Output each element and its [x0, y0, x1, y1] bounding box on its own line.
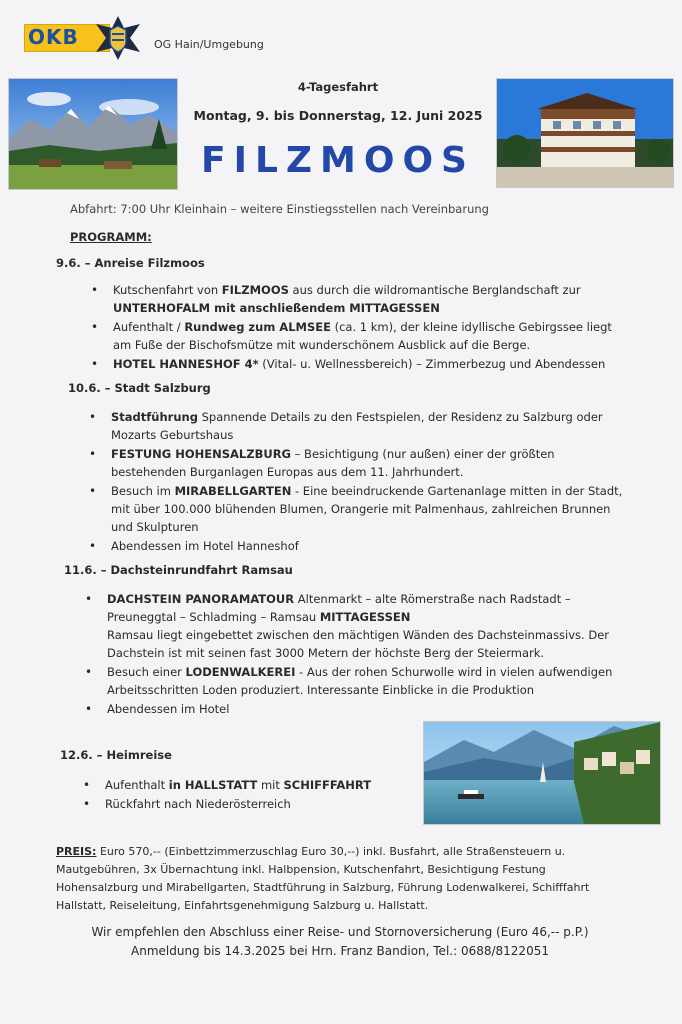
program-item-highlight: MITTAGESSEN	[319, 610, 411, 624]
program-item-highlight: FESTUNG HOHENSALZBURG	[111, 447, 291, 461]
hotel-photo	[496, 78, 674, 188]
day-heading: 11.6. – Dachsteinrundfahrt Ramsau	[64, 563, 293, 577]
program-item-highlight: FILZMOOS	[221, 283, 289, 297]
registration-info: Anmeldung bis 14.3.2025 bei Hrn. Franz Bandion, Tel.: 0688/8122051	[131, 944, 549, 958]
program-item-highlight: Rundweg zum ALMSEE	[184, 320, 331, 334]
day-item-list	[105, 776, 415, 813]
program-item-text: Aufenthalt	[105, 778, 169, 792]
program-item-text: Aufenthalt /	[113, 320, 185, 334]
mountain-photo	[8, 78, 178, 190]
program-item-text: Kutschenfahrt von	[113, 283, 222, 297]
program-item	[107, 663, 627, 699]
program-item-text: Abendessen im Hotel Hanneshof	[111, 539, 299, 553]
program-item-text: - Eine beeindruckende Gartenanlage mitten in der Stadt, mit über 100.000 blühenden Blumen, Orangerie mit Palmenhaus, zahlreichen Brunnen und Skulpturen	[111, 484, 623, 534]
price-section	[56, 843, 616, 915]
hallstatt-photo	[423, 721, 661, 825]
program-item-text: (Vital- u. Wellnessbereich) – Zimmerbezug und Abendessen	[258, 357, 606, 371]
program-item-text: Rückfahrt nach Niederösterreich	[105, 797, 291, 811]
day-heading: 10.6. – Stadt Salzburg	[68, 381, 211, 395]
program-item-text: mit	[257, 778, 284, 792]
insurance-note: Wir empfehlen den Abschluss einer Reise- und Stornoversicherung (Euro 46,-- p.P.)	[91, 925, 589, 939]
program-item	[113, 281, 633, 317]
program-item	[111, 482, 631, 536]
program-item-text: (ca. 1 km), der kleine idyllische Gebirgssee liegt am Fuße der Bischofsmütze mit wunderschönem Ausblick auf die Berge.	[113, 320, 612, 352]
program-item-highlight: DACHSTEIN PANORAMATOUR	[107, 592, 295, 606]
program-item	[111, 445, 631, 481]
program-item-text: Besuch im	[111, 484, 175, 498]
program-item-text: Altenmarkt – alte Römerstraße nach Radstadt – Preuneggtal – Schladming – Ramsau	[107, 592, 571, 624]
okb-logo	[24, 14, 142, 62]
program-item	[105, 795, 415, 813]
day-heading: 12.6. – Heimreise	[60, 748, 172, 762]
day-item-list	[107, 590, 627, 718]
program-item-text: Besuch einer	[107, 665, 186, 679]
program-item-text: Spannende Details zu den Festspielen, der Residenz zu Salzburg oder Mozarts Geburtshaus	[111, 410, 603, 442]
program-item	[113, 355, 633, 373]
program-item	[107, 590, 627, 662]
program-item	[111, 408, 631, 444]
day-item-list	[111, 408, 631, 555]
org-name: OG Hain/Umgebung	[154, 38, 264, 51]
price-label: PREIS:	[56, 845, 97, 858]
program-item-highlight: LODENWALKEREI	[185, 665, 296, 679]
program-heading: PROGRAMM:	[70, 230, 152, 244]
program-item-text: – Besichtigung (nur außen) einer der größten bestehenden Burganlagen Europas aus dem 11. Jahrhundert.	[111, 447, 555, 479]
program-item-highlight: Stadtführung	[111, 410, 198, 424]
program-item-text: - Aus der rohen Schurwolle wird in vielen aufwendigen Arbeitsschritten Loden produziert. Interessante Einblicke in die Produktion	[107, 665, 613, 697]
program-item-text: Abendessen im Hotel	[107, 702, 230, 716]
departure-info: Abfahrt: 7:00 Uhr Kleinhain – weitere Einstiegsstellen nach Vereinbarung	[70, 202, 489, 216]
trip-type: 4-Tagesfahrt	[297, 80, 379, 94]
program-item-text: aus durch die wildromantische Berglandschaft zur	[288, 283, 581, 297]
cross-emblem-icon	[94, 14, 142, 62]
program-item-text: Ramsau liegt eingebettet zwischen den mächtigen Wänden des Dachsteinmassivs. Der Dachstein ist mit seinen fast 3000 Metern der höchste Berg der Steiermark.	[107, 628, 610, 660]
trip-dates: Montag, 9. bis Donnerstag, 12. Juni 2025	[193, 108, 483, 123]
program-item-highlight: SCHIFFFAHRT	[283, 778, 372, 792]
logo-text: OKB	[28, 25, 79, 49]
program-item	[113, 318, 633, 354]
program-item-highlight: MIRABELLGARTEN	[174, 484, 292, 498]
day-item-list	[113, 281, 633, 373]
program-item-highlight: in HALLSTATT	[168, 778, 258, 792]
destination-title: FILZMOOS	[201, 140, 475, 181]
day-heading: 9.6. – Anreise Filzmoos	[56, 256, 205, 270]
program-item	[107, 700, 627, 718]
program-item	[111, 537, 631, 555]
program-item	[105, 776, 415, 794]
program-item-highlight: HOTEL HANNESHOF 4*	[113, 357, 259, 371]
price-text: Euro 570,-- (Einbettzimmerzuschlag Euro 30,--) inkl. Busfahrt, alle Straßensteuern u. Mautgebühren, 3x Übernachtung inkl. Halbpension, Kutschenfahrt, Besichtigung Festung Hohensalzburg und Mirabellgarten, Stadtführung in Salzburg, Führung Lodenwalkerei, Schifffahrt Hallstatt, Reiseleitung, Einfahrtsgenehmigung Salzburg u. Hallstatt.	[56, 845, 590, 912]
program-item-highlight: UNTERHOFALM mit anschließendem MITTAGESSEN	[113, 301, 440, 315]
